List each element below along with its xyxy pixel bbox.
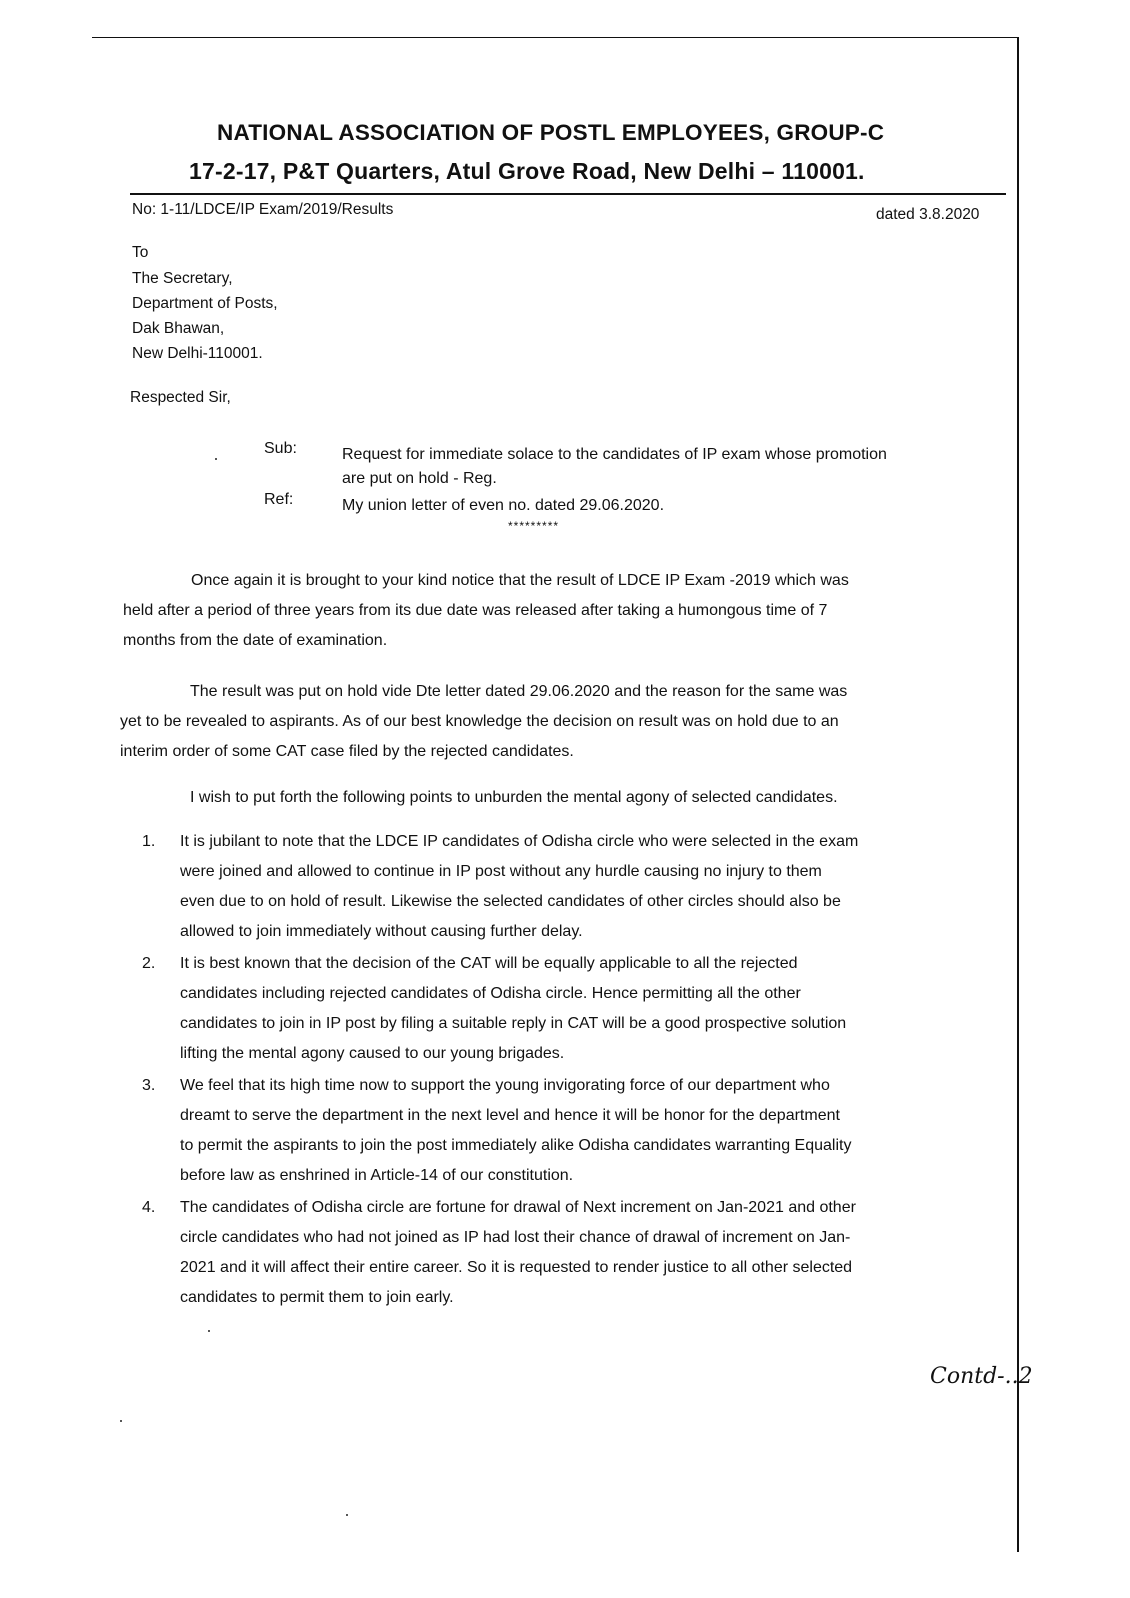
addressee-line: New Delhi-110001. [132,345,263,362]
paragraph-line: yet to be revealed to aspirants. As of our best knowledge the decision on result was on hold due to an [120,713,839,730]
list-item-line: 2021 and it will affect their entire career. So it is requested to render justice to all other selected [180,1259,853,1276]
list-item [130,827,1010,947]
paragraph-line: Once again it is brought to your kind notice that the result of LDCE IP Exam -2019 which was [191,572,849,589]
list-item-number: 1. [142,833,156,850]
paragraph-line: months from the date of examination. [123,632,388,649]
continued-note: Contd-..2 [930,1364,1033,1389]
organization-name: NATIONAL ASSOCIATION OF POSTL EMPLOYEES, GROUP-C [217,120,885,145]
list-item-line: even due to on hold of result. Likewise the selected candidates of other circles should also be [180,893,841,910]
letterhead-divider [130,193,1006,195]
subject-text: Request for immediate solace to the candidates of IP exam whose promotion [342,446,887,463]
paragraph-line: interim order of some CAT case filed by the rejected candidates. [120,743,574,760]
page-border-top [92,37,1018,38]
list-item-line: It is jubilant to note that the LDCE IP candidates of Odisha circle who were selected in the exam [180,833,859,850]
list-item [130,1071,1010,1191]
list-item-line: The candidates of Odisha circle are fortune for drawal of Next increment on Jan-2021 and other [180,1199,856,1216]
list-item-number: 2. [142,955,156,972]
list-item-number: 3. [142,1077,156,1094]
scan-speck [120,1420,122,1422]
list-item-number: 4. [142,1199,156,1216]
body-paragraph-1 [123,566,1007,656]
list-item-line: allowed to join immediately without causing further delay. [180,923,583,940]
separator-stars: ********* [508,519,560,533]
page-border-right [1017,37,1019,1552]
subject-label: Sub: [264,440,297,457]
reference-label: Ref: [264,491,294,508]
scan-speck [346,1514,348,1516]
paragraph-line: The result was put on hold vide Dte letter dated 29.06.2020 and the reason for the same was [190,683,848,700]
list-item-line: candidates to permit them to join early. [180,1289,454,1306]
list-item [130,1193,1010,1313]
addressee-line: Dak Bhawan, [132,320,225,337]
list-item-line: candidates to join in IP post by filing a suitable reply in CAT will be a good prospective solution [180,1015,847,1032]
letter-date: dated 3.8.2020 [876,206,980,223]
list-item-line: before law as enshrined in Article-14 of our constitution. [180,1167,574,1184]
addressee-line: Department of Posts, [132,295,278,312]
list-item-line: dreamt to serve the department in the next level and hence it will be honor for the department [180,1107,840,1124]
scan-speck [215,458,217,460]
salutation: Respected Sir, [130,389,231,406]
points-list [130,827,1010,1315]
organization-address: 17-2-17, P&T Quarters, Atul Grove Road, New Delhi – 110001. [189,158,865,184]
paragraph-line: I wish to put forth the following points to unburden the mental agony of selected candidates. [190,789,838,806]
addressee-line: To [132,244,149,261]
list-item [130,949,1010,1069]
reference-number: No: 1-11/LDCE/IP Exam/2019/Results [132,201,394,218]
list-item-line: circle candidates who had not joined as IP had lost their chance of drawal of increment on Jan- [180,1229,851,1246]
list-item-line: candidates including rejected candidates of Odisha circle. Hence permitting all the other [180,985,801,1002]
list-item-line: were joined and allowed to continue in IP post without any hurdle causing no injury to them [180,863,822,880]
list-item-line: lifting the mental agony caused to our young brigades. [180,1045,565,1062]
scan-speck [208,1330,210,1332]
paragraph-line: held after a period of three years from its due date was released after taking a humongous time of 7 [123,602,828,619]
list-item-line: We feel that its high time now to support the young invigorating force of our department who [180,1077,830,1094]
list-item-line: to permit the aspirants to join the post immediately alike Odisha candidates warranting Equality [180,1137,852,1154]
body-paragraph-2 [120,677,1010,767]
body-paragraph-3 [190,783,1010,813]
addressee-line: The Secretary, [132,270,233,287]
list-item-line: It is best known that the decision of the CAT will be equally applicable to all the rejected [180,955,798,972]
subject-text: are put on hold - Reg. [342,470,497,487]
reference-text: My union letter of even no. dated 29.06.2020. [342,497,665,514]
